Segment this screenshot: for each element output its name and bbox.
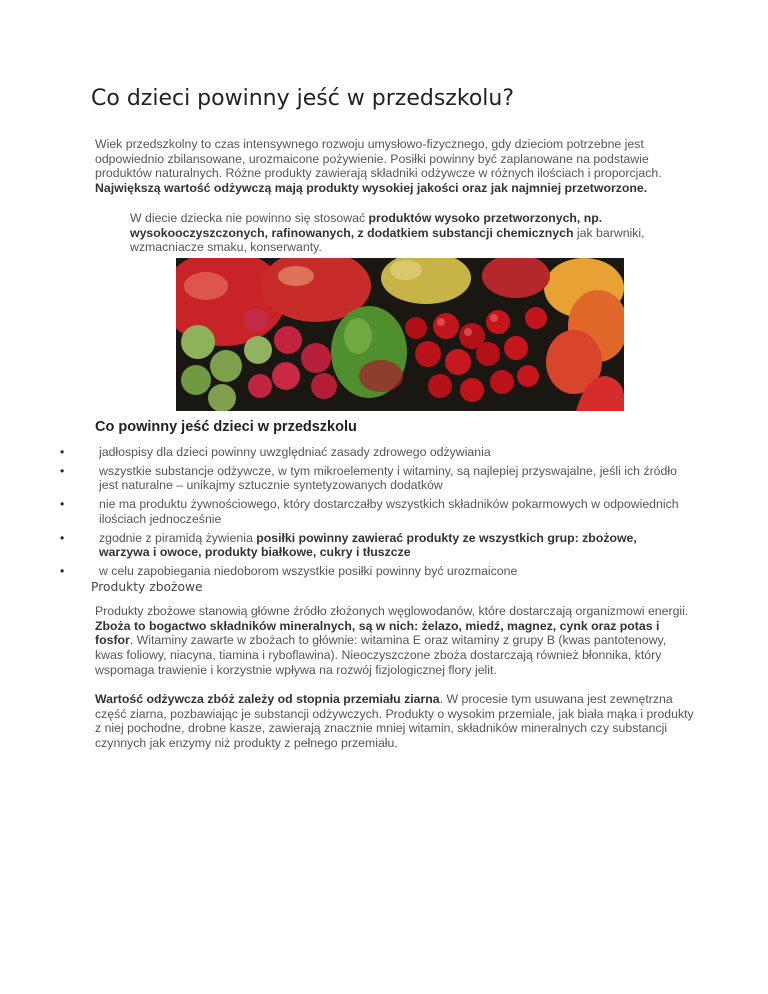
- list-item: [60, 564, 690, 579]
- milling-text: . W procesie tym usuwana jest zewnętrzna część ziarna, pozbawiając je substancji odżywczych. Produkty o wysokim przemiale, jak biała mąka i produkty z niej pochodne, drobne kasze, zawierają znacznie mniej witamin, składników mineralnych czy substancji czynnych jak enzymy niż produkty z pełnego przemiału.: [95, 692, 694, 751]
- list-item-text: nie ma produktu żywnościowego, który dostarczałby wszystkich składników pokarmowych w odpowiednich ilościach jednocześnie: [99, 497, 679, 526]
- bullet-icon: •: [60, 463, 65, 478]
- list-item-text: zgodnie z piramidą żywienia: [99, 530, 257, 545]
- list-item-text: jadłospisy dla dzieci powinny uwzględniać zasady zdrowego odżywiania: [99, 445, 491, 459]
- section-heading: Co powinny jeść dzieci w przedszkolu: [95, 419, 357, 435]
- list-item-text: w celu zapobiegania niedoborom wszystkie posiłki powinny być urozmaicone: [99, 563, 518, 578]
- diet-note-bold: produktów wysoko przetworzonych, np. wysokooczyszczonych, rafinowanych, z dodatkiem substancji chemicznych: [130, 211, 603, 240]
- page-title: Co dzieci powinny jeść w przedszkolu?: [91, 86, 515, 111]
- diet-note-text-a: W diecie dziecka nie powinno się stosować: [130, 211, 369, 225]
- milling-bold: Wartość odżywcza zbóż zależy od stopnia przemiału ziarna: [95, 692, 440, 706]
- fruit-illustration: [176, 258, 624, 411]
- grains-text-a: Produkty zbożowe stanowią główne źródło złożonych węglowodanów, które dostarczają organizmowi energii.: [95, 604, 689, 618]
- subheading-grains: Produkty zbożowe: [91, 580, 203, 594]
- grains-text-b: . Witaminy zawarte w zbożach to głównie: witamina E oraz witaminy z grupy B (kwas pantotenowy, kwas foliowy, niacyna, tiamina i ryboflawina). Nieoczyszczone zboża dostarczają również błonnika, który wspomaga trawienie i korzystnie wpływa na rozwój fizjologicznej flory jelit.: [95, 633, 667, 677]
- list-item-text: wszystkie substancje odżywcze, w tym mikroelementy i witaminy, są najlepiej przyswajalne, jeśli ich źródło jest naturalne – unikajmy sztucznie syntetyzowanych dodatków: [99, 463, 677, 493]
- bullet-icon: •: [60, 563, 65, 578]
- fruit-photo: [176, 258, 624, 411]
- list-item: [60, 445, 690, 460]
- bullet-icon: •: [60, 497, 65, 512]
- intro-bold: Największą wartość odżywczą mają produkty wysokiej jakości oraz jak najmniej przetworzone.: [95, 181, 648, 196]
- guidelines-list: [60, 445, 690, 583]
- intro-paragraph: [95, 137, 685, 196]
- milling-paragraph: [95, 692, 695, 751]
- list-item-bold: posiłki powinny zawierać produkty ze wszystkich grup: zbożowe, warzywa i owoce, produkty białkowe, cukry i tłuszcze: [99, 530, 637, 560]
- list-item: [60, 531, 690, 560]
- intro-text: Wiek przedszkolny to czas intensywnego rozwoju umysłowo-fizycznego, gdy dzieciom potrzebne jest odpowiednio zbilansowane, urozmaicone pożywienie. Posiłki powinny być zaplanowane na podstawie produktów naturalnych. Różne produkty zawierają składniki odżywcze w różnych ilościach i proporcjach.: [95, 137, 662, 181]
- diet-note-paragraph: [130, 211, 680, 255]
- list-item: [60, 464, 690, 493]
- grains-bold: Zboża to bogactwo składników mineralnych, są w nich: żelazo, miedź, magnez, cynk oraz potas i fosfor: [95, 618, 660, 648]
- bullet-icon: •: [60, 445, 65, 459]
- grains-paragraph: [95, 604, 695, 678]
- list-item: [60, 497, 690, 526]
- diet-note-text-b: jak barwniki, wzmacniacze smaku, konserwanty.: [130, 225, 645, 255]
- bullet-icon: •: [60, 530, 65, 545]
